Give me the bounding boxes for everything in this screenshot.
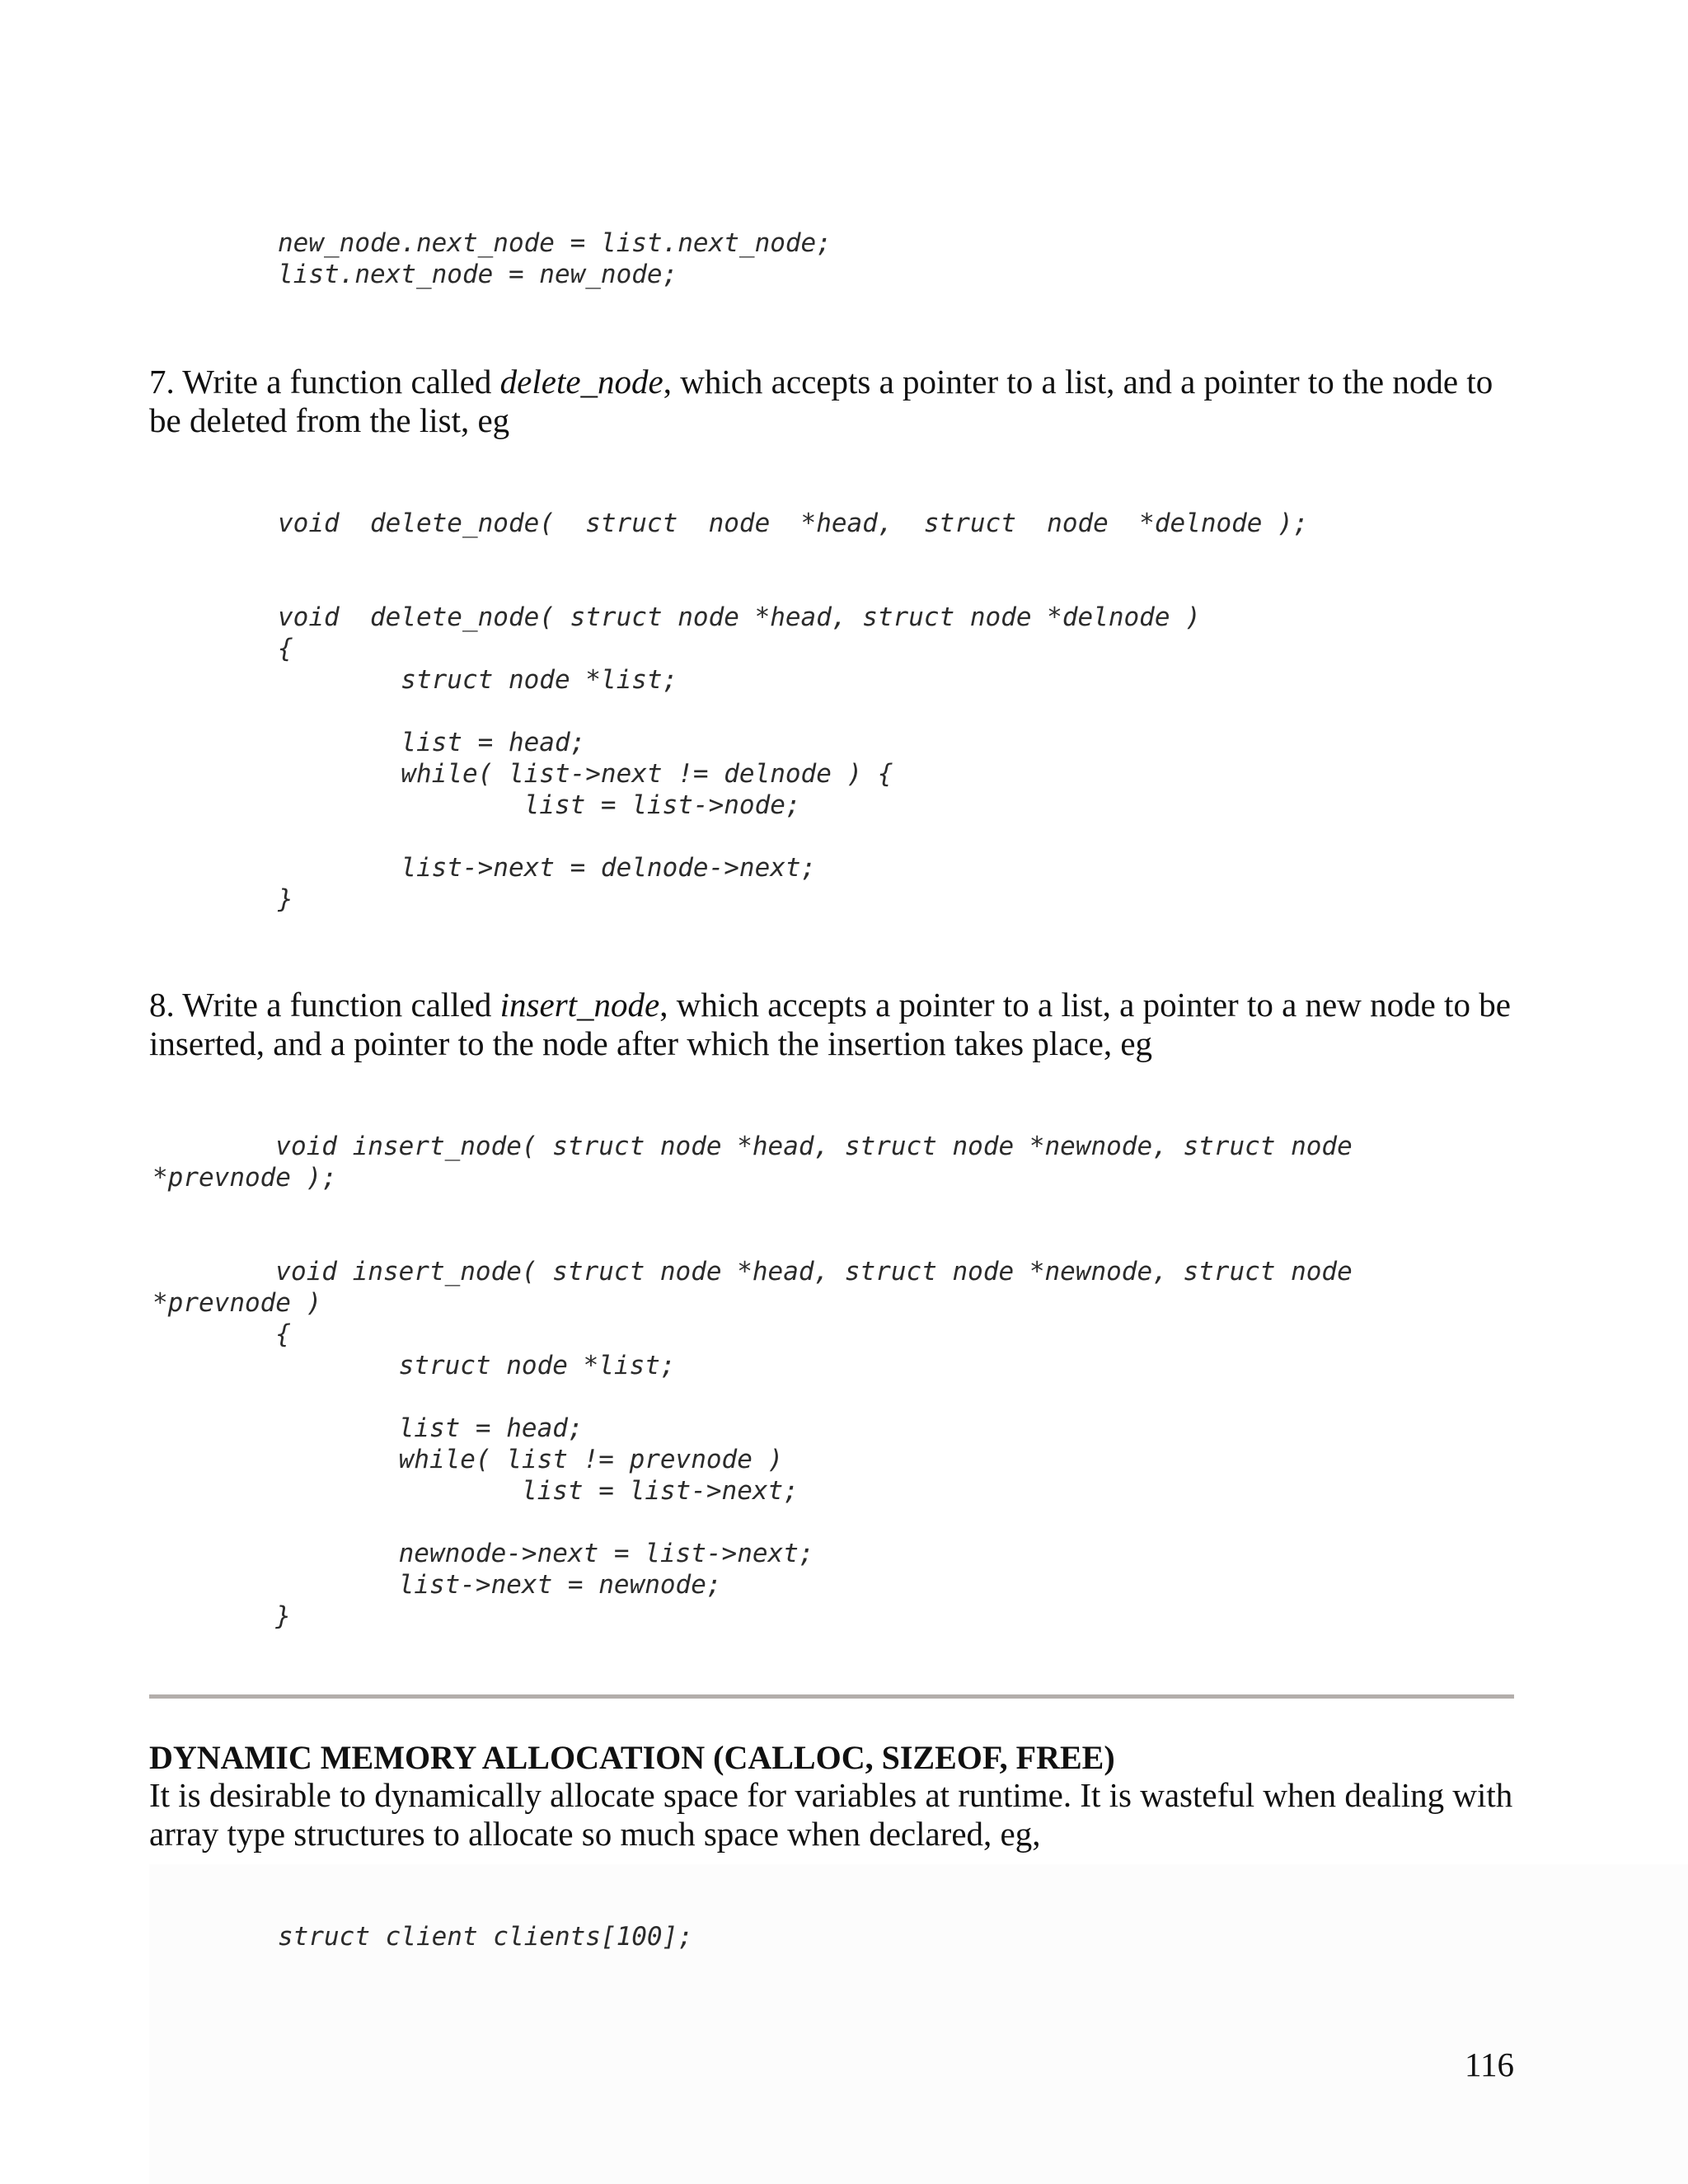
code-block-delete-node-implementation: void delete_node( struct node *head, struct node *delnode ) { struct node *list; list = head; while( list->next != delnode ) { list = list->node; list->next = delnode->next; } xyxy=(278,602,1201,914)
section-heading: DYNAMIC MEMORY ALLOCATION (CALLOC, SIZEOF, FREE) xyxy=(149,1739,1115,1776)
exercise-8-number: 8. Write a function called xyxy=(149,986,500,1024)
exercise-8-function-name: insert_node xyxy=(499,986,660,1024)
page-shade xyxy=(149,1864,1688,2184)
section-body-text: It is desirable to dynamically allocate space for variables at runtime. It is wasteful when dealing with array type structures to allocate so much space when declared, eg, xyxy=(149,1776,1513,1853)
section-divider xyxy=(149,1694,1514,1699)
page-number: 116 xyxy=(1465,2046,1514,2083)
code-block-list-insert-tail: new_node.next_node = list.next_node; list.next_node = new_node; xyxy=(278,228,832,289)
code-block-delete-node-prototype: void delete_node( struct node *head, struct node *delnode ); xyxy=(278,509,1309,538)
exercise-7-description: , which accepts a pointer to a list, and a pointer to the node to be deleted from the list, eg xyxy=(149,363,1493,439)
exercise-7-number: 7. Write a function called xyxy=(149,363,500,401)
exercise-8-text xyxy=(149,986,1517,1063)
exercise-7-function-name: delete_node xyxy=(499,363,663,401)
code-block-static-array: struct client clients[100]; xyxy=(278,1922,693,1952)
code-block-insert-node-prototype: void insert_node( struct node *head, struct node *newnode, struct node *prevnode ); xyxy=(152,1132,1353,1193)
exercise-7-text xyxy=(149,363,1517,440)
code-block-insert-node-implementation: void insert_node( struct node *head, struct node *newnode, struct node *prevnode ) { struct node *list; list = head; while( list != prevnode ) list = list->next; newnode->next = list->next; list->next = newnode; } xyxy=(152,1257,1353,1631)
exercise-8-description: , which accepts a pointer to a list, a pointer to a new node to be inserted, and a pointer to the node after which the insertion takes place, eg xyxy=(149,986,1511,1062)
